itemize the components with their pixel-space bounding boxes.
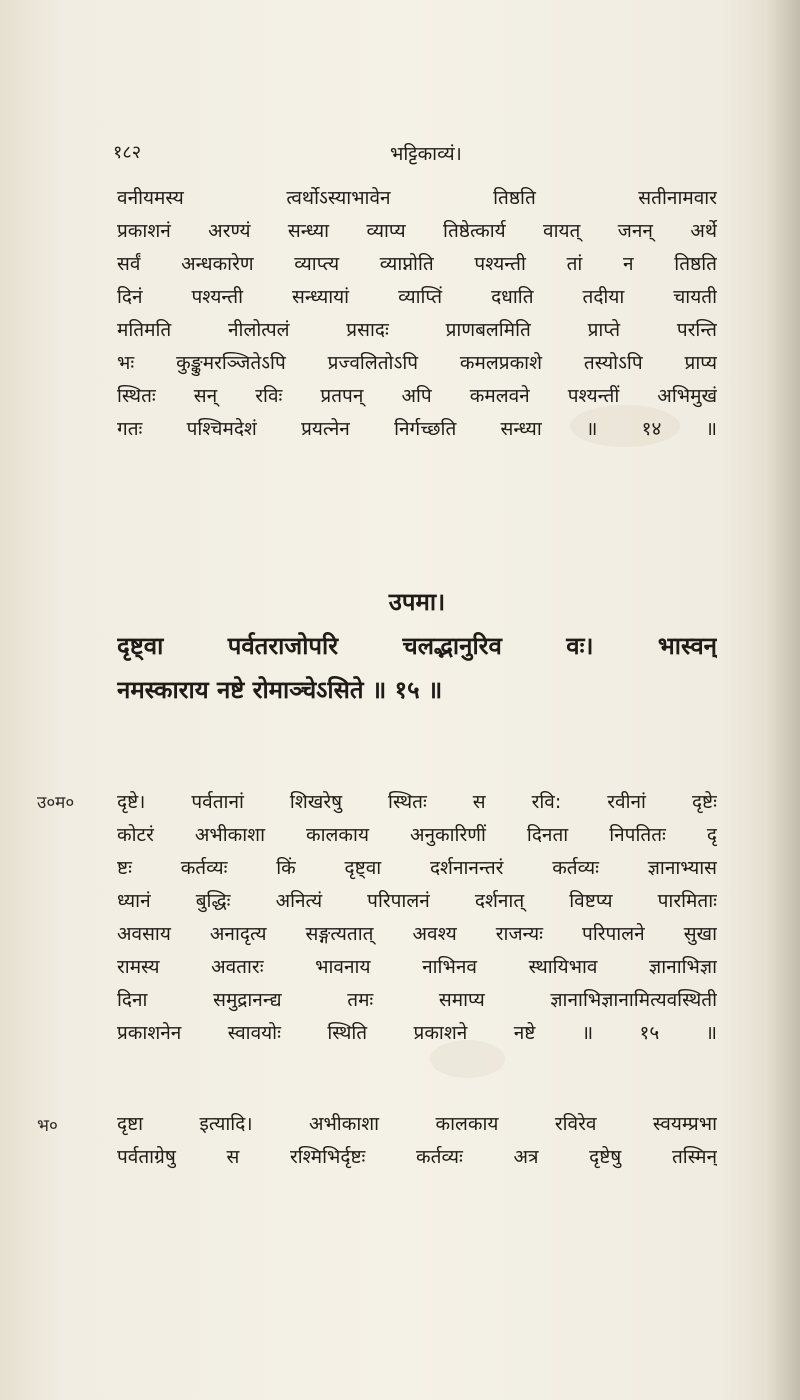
verse-block — [117, 580, 717, 712]
commentary-paragraph-top — [117, 182, 717, 446]
text-line: ष्टः कर्तव्यः किं दृष्ट्वा दर्शनानन्तरं कर्तव्यः ज्ञानाभ्यास — [117, 857, 717, 879]
verse-line: नमस्काराय नष्टे रोमाञ्चेऽसिते ॥ १५ ॥ — [117, 676, 443, 704]
text-line: स्थितः सन् रविः प्रतपन् अपि कमलवने पश्यन्तीं अभिमुखं — [117, 385, 717, 407]
text-line: पर्वताग्रेषु स रश्मिभिर्दृष्टः कर्तव्यः अत्र दृष्टेषु तस्मिन् — [117, 1146, 717, 1168]
page-header — [95, 140, 715, 170]
page-gutter-shadow — [766, 0, 800, 1400]
text-line: गतः पश्चिमदेशं प्रयत्नेन निर्गच्छति सन्ध्या ॥ १४ ॥ — [117, 418, 717, 440]
running-title: भट्टिकाव्यं। — [390, 143, 462, 165]
text-line: प्रकाशनेन स्वावयोः स्थिति प्रकाशने नष्टे ॥ १५ ॥ — [117, 1022, 717, 1044]
text-line: रामस्य अवतारः भावनाय नाभिनव स्थायिभाव ज्ञानाभिज्ञा — [117, 956, 717, 978]
text-line: सर्वं अन्धकारेण व्याप्त्य व्याप्नोति पश्यन्ती तां न तिष्ठति — [117, 253, 717, 275]
text-line: दृष्टा इत्यादि। अभीकाशा कालकाय रविरेव स्वयम्प्रभा — [117, 1113, 717, 1135]
text-line: भः कुङ्कुमरञ्जितेऽपि प्रज्वलितोऽपि कमलप्रकाशे तस्योऽपि प्राप्य — [117, 352, 717, 374]
verse-heading: उपमा। — [388, 588, 446, 616]
text-line: कोटरं अभीकाशा कालकाय अनुकारिणीं दिनता निपतितः दृ — [117, 824, 717, 846]
text-line: अवसाय अनादृत्य सङ्गत्यतात् अवश्य राजन्यः परिपालने सुखा — [117, 923, 717, 945]
commentary-paragraph-bottom — [117, 1108, 717, 1174]
text-line: दिनं पश्यन्ती सन्ध्यायां व्याप्तिं दधाति तदीया चायती — [117, 286, 717, 308]
text-line: मतिमति नीलोत्पलं प्रसादः प्राणबलमिति प्राप्ते परन्ति — [117, 319, 717, 341]
verse-line: दृष्ट्वा पर्वतराजोपरि चलद्भानुरिव वः। भास्वन् — [117, 632, 717, 660]
page-number: १८२ — [113, 142, 142, 163]
text-line: दिना समुद्रानन्द्य तमः समाप्य ज्ञानाभिज्ञानामित्यवस्थिती — [117, 989, 717, 1011]
text-line: ध्यानं बुद्धिः अनित्यं परिपालनं दर्शनात् विष्टप्य पारमिताः — [117, 890, 717, 912]
text-line: प्रकाशनं अरण्यं सन्ध्या व्याप्य तिष्ठेत्कार्य वायत् जनन् अर्थे — [117, 220, 717, 242]
commentary-paragraph-middle — [117, 786, 717, 1050]
text-line: दृष्टे। पर्वतानां शिखरेषु स्थितः स रवि: रवीनां दृष्टेः — [117, 791, 717, 813]
marginal-note: भ० — [37, 1116, 58, 1136]
text-line: वनीयमस्य त्वर्थोऽस्याभावेन तिष्ठति सतीनामवार — [117, 187, 717, 209]
marginal-note: उ०म० — [37, 793, 75, 813]
